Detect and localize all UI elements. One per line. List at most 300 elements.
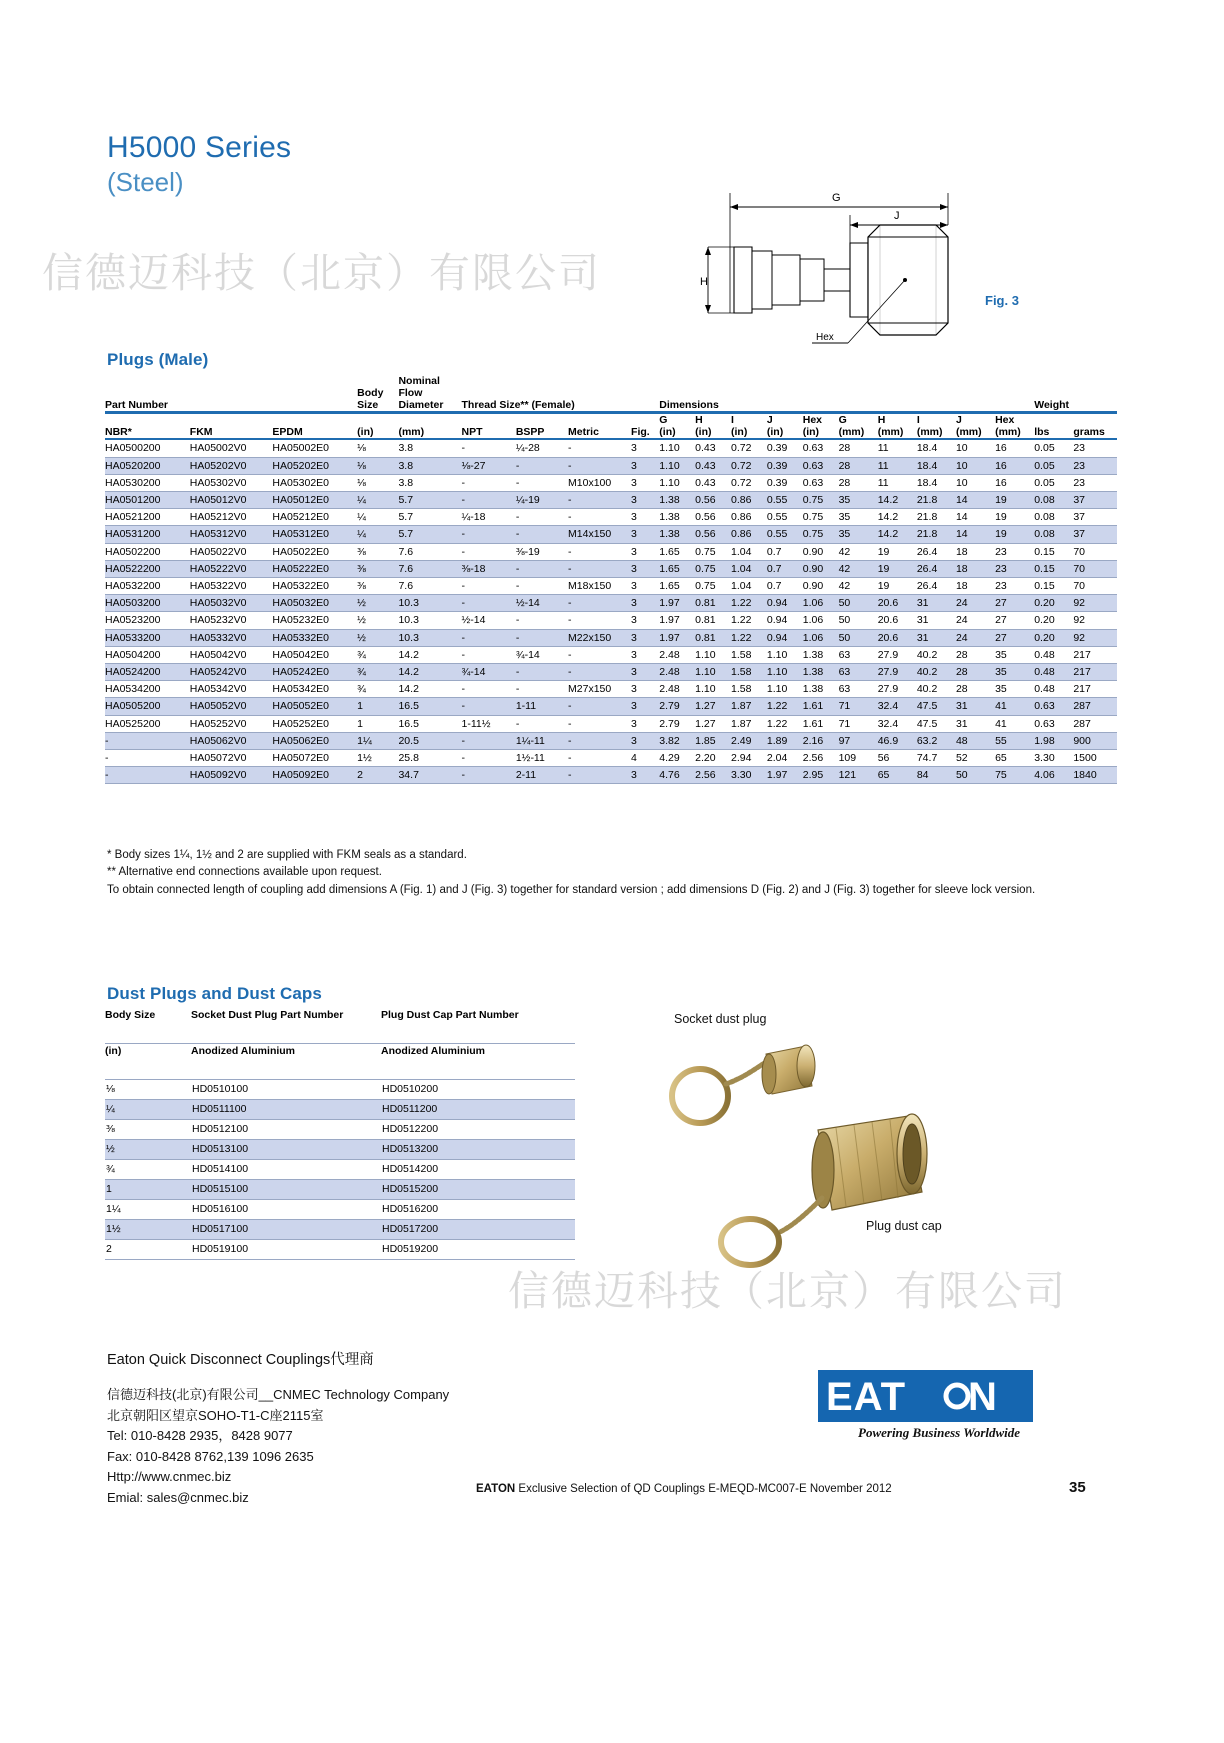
table-cell: 0.81 xyxy=(695,612,731,629)
table-cell: 50 xyxy=(839,612,878,629)
table-cell: 84 xyxy=(917,767,956,784)
table-cell: 1.10 xyxy=(695,664,731,681)
footnote-3: To obtain connected length of coupling add dimensions A (Fig. 1) and J (Fig. 3) together for standard version ; add dimensions D (Fig. 2) and J (Fig. 3) together for sleeve lock version. xyxy=(107,883,1036,896)
table-cell: 3 xyxy=(631,664,659,681)
table-cell: - xyxy=(462,629,516,646)
eaton-wordmark xyxy=(818,1370,1033,1432)
table-cell: HD0514200 xyxy=(381,1160,575,1180)
table-cell: 74.7 xyxy=(917,750,956,767)
table-cell: 25.8 xyxy=(398,750,461,767)
table-cell: HA05092E0 xyxy=(272,767,357,784)
table-cell: 1½-11 xyxy=(516,750,568,767)
table-cell: 21.8 xyxy=(917,491,956,508)
table-cell: 1.22 xyxy=(731,595,767,612)
table-row xyxy=(105,1180,575,1200)
table-cell: 1.27 xyxy=(695,715,731,732)
table-cell: - xyxy=(568,509,631,526)
table-cell: HA05052V0 xyxy=(190,698,273,715)
table-cell: 0.75 xyxy=(803,526,839,543)
table-cell: 18.4 xyxy=(917,439,956,457)
table-cell: 20.6 xyxy=(878,629,917,646)
table-cell: 0.75 xyxy=(803,509,839,526)
table-cell: M14x150 xyxy=(568,526,631,543)
table-cell: ⅜ xyxy=(357,543,398,560)
table-cell: 71 xyxy=(839,698,878,715)
table-cell: 1½ xyxy=(357,750,398,767)
table-cell: 37 xyxy=(1073,491,1117,508)
table-cell: 4.76 xyxy=(659,767,695,784)
table-cell: 1.97 xyxy=(659,629,695,646)
table-cell: HD0519200 xyxy=(381,1240,575,1260)
table-cell: ⅜ xyxy=(357,560,398,577)
footer-line-website[interactable]: Http://www.cnmec.biz xyxy=(107,1469,232,1485)
table-cell: - xyxy=(462,526,516,543)
table-cell: 92 xyxy=(1073,612,1117,629)
dust-table xyxy=(105,1008,575,1260)
table-cell: HA05072V0 xyxy=(190,750,273,767)
table-cell: - xyxy=(568,698,631,715)
table-cell: - xyxy=(462,474,516,491)
table-cell: 0.48 xyxy=(1034,646,1073,663)
group-header-weight: Weight xyxy=(1034,398,1070,411)
table-cell: ⅛ xyxy=(357,474,398,491)
table-cell: HA05022V0 xyxy=(190,543,273,560)
table-cell: HD0517200 xyxy=(381,1220,575,1240)
table-cell: 0.56 xyxy=(695,526,731,543)
table-cell: 2.56 xyxy=(803,750,839,767)
table-cell: 35 xyxy=(839,526,878,543)
table-cell: 3 xyxy=(631,560,659,577)
table-cell: 0.55 xyxy=(767,491,803,508)
table-cell: ¼ xyxy=(357,526,398,543)
table-cell: 0.39 xyxy=(767,439,803,457)
svg-text:H: H xyxy=(700,276,708,288)
table-row xyxy=(105,1160,575,1180)
table-cell: 2 xyxy=(357,767,398,784)
table-cell: 27 xyxy=(995,612,1034,629)
table-cell: 1.97 xyxy=(659,595,695,612)
sub-header-nbr: NBR* xyxy=(105,426,132,439)
table-cell: 56 xyxy=(878,750,917,767)
dust-header-body-size: Body Size xyxy=(105,1009,156,1021)
table-cell: 3 xyxy=(631,612,659,629)
table-cell: 40.2 xyxy=(917,664,956,681)
table-cell: 0.75 xyxy=(695,560,731,577)
table-cell: 0.63 xyxy=(803,474,839,491)
table-cell: 3 xyxy=(631,629,659,646)
table-cell: ⅜ xyxy=(105,1120,191,1140)
table-cell: 18.4 xyxy=(917,457,956,474)
table-cell: 1 xyxy=(357,698,398,715)
table-cell: 19 xyxy=(995,491,1034,508)
table-cell: 35 xyxy=(995,646,1034,663)
table-cell: 41 xyxy=(995,698,1034,715)
table-cell: HA05222V0 xyxy=(190,560,273,577)
table-cell: 1.04 xyxy=(731,578,767,595)
table-cell: HA05042E0 xyxy=(272,646,357,663)
table-cell: 16.5 xyxy=(398,715,461,732)
table-cell: 70 xyxy=(1073,543,1117,560)
table-cell: 3.8 xyxy=(398,457,461,474)
table-cell: M27x150 xyxy=(568,681,631,698)
table-cell: HD0519100 xyxy=(191,1240,381,1260)
table-row xyxy=(105,1200,575,1220)
table-cell: HA05312E0 xyxy=(272,526,357,543)
table-cell: 34.7 xyxy=(398,767,461,784)
table-cell: 1.65 xyxy=(659,578,695,595)
table-cell: 31 xyxy=(956,698,995,715)
table-cell: HA0522200 xyxy=(105,560,190,577)
table-cell: ½ xyxy=(357,612,398,629)
table-cell: 1¼ xyxy=(357,732,398,749)
table-cell: 52 xyxy=(956,750,995,767)
table-cell: 1-11½ xyxy=(462,715,516,732)
table-cell: 14 xyxy=(956,509,995,526)
table-cell: 0.05 xyxy=(1034,439,1073,457)
table-cell: HA05032V0 xyxy=(190,595,273,612)
table-cell: 18.4 xyxy=(917,474,956,491)
table-cell: 1.61 xyxy=(803,698,839,715)
plugs-table xyxy=(105,376,1117,784)
table-cell: 1.89 xyxy=(767,732,803,749)
table-row xyxy=(105,681,1117,698)
table-cell: ¼ xyxy=(357,509,398,526)
table-cell: 3.82 xyxy=(659,732,695,749)
table-cell: ⅛ xyxy=(357,457,398,474)
table-cell: 1.97 xyxy=(767,767,803,784)
table-cell: 0.05 xyxy=(1034,457,1073,474)
table-cell: - xyxy=(568,595,631,612)
table-cell: - xyxy=(462,681,516,698)
footer-brand: EATON xyxy=(476,1483,516,1495)
table-row xyxy=(105,1220,575,1240)
table-cell: 2.95 xyxy=(803,767,839,784)
table-cell: 1.38 xyxy=(803,646,839,663)
table-cell: HA05302V0 xyxy=(190,474,273,491)
table-cell: ¾ xyxy=(357,681,398,698)
figure-3-label: Fig. 3 xyxy=(985,293,1019,308)
table-cell: ¾-14 xyxy=(516,646,568,663)
group-header-nominal-flow: Nominal Flow Diameter xyxy=(398,375,444,411)
table-cell: - xyxy=(568,715,631,732)
footer-line-tel: Tel: 010-8428 2935，8428 9077 xyxy=(107,1428,293,1444)
table-cell: - xyxy=(568,732,631,749)
table-cell: HA0500200 xyxy=(105,439,190,457)
table-cell: HA05252E0 xyxy=(272,715,357,732)
table-cell: HA0530200 xyxy=(105,474,190,491)
table-cell: - xyxy=(462,491,516,508)
table-cell: 63 xyxy=(839,664,878,681)
footer-line-fax: Fax: 010-8428 8762,139 1096 2635 xyxy=(107,1448,314,1464)
footer-title: Eaton Quick Disconnect Couplings代理商 xyxy=(107,1352,374,1368)
table-cell: 287 xyxy=(1073,715,1117,732)
table-cell: 20.6 xyxy=(878,595,917,612)
table-cell: HD0516200 xyxy=(381,1200,575,1220)
table-cell: 63 xyxy=(839,681,878,698)
table-cell: HA05242V0 xyxy=(190,664,273,681)
sub-header-i-in: I (in) xyxy=(731,414,748,439)
table-cell: 0.05 xyxy=(1034,474,1073,491)
table-cell: 0.15 xyxy=(1034,578,1073,595)
table-cell: ½ xyxy=(357,595,398,612)
table-cell: 1.87 xyxy=(731,698,767,715)
table-cell: ⅛ xyxy=(105,1080,191,1100)
table-cell: 0.72 xyxy=(731,474,767,491)
table-cell: 3 xyxy=(631,491,659,508)
table-cell: 18 xyxy=(956,543,995,560)
plugs-male-heading: Plugs (Male) xyxy=(107,350,209,369)
table-cell: 217 xyxy=(1073,646,1117,663)
table-cell: 19 xyxy=(995,526,1034,543)
table-row xyxy=(105,750,1117,767)
group-header-row xyxy=(105,376,1117,411)
dust-plug-cap-illustration xyxy=(640,1020,1000,1270)
table-cell: 16 xyxy=(995,474,1034,491)
watermark-top: 信德迈科技（北京）有限公司 xyxy=(42,249,601,297)
table-cell: 1.06 xyxy=(803,612,839,629)
footer-line-email[interactable]: Emial: sales@cnmec.biz xyxy=(107,1489,249,1505)
table-cell: 7.6 xyxy=(398,578,461,595)
table-cell: 0.08 xyxy=(1034,526,1073,543)
dust-subheader-cap-material: Anodized Aluminium xyxy=(381,1045,486,1057)
dust-table-body xyxy=(105,1080,575,1260)
table-cell: 16.5 xyxy=(398,698,461,715)
table-cell: 14.2 xyxy=(878,526,917,543)
sub-header-body-size-unit: (in) xyxy=(357,426,374,439)
table-cell: 14.2 xyxy=(398,664,461,681)
table-cell: - xyxy=(516,526,568,543)
table-cell: 97 xyxy=(839,732,878,749)
table-cell: HA0502200 xyxy=(105,543,190,560)
table-cell: 109 xyxy=(839,750,878,767)
table-cell: 50 xyxy=(956,767,995,784)
title-main: H5000 Series xyxy=(107,131,292,164)
table-cell: - xyxy=(568,439,631,457)
table-cell: HA0534200 xyxy=(105,681,190,698)
table-cell: ¾ xyxy=(105,1160,191,1180)
table-cell: HA05252V0 xyxy=(190,715,273,732)
footer-document-note xyxy=(476,1483,892,1495)
table-cell: M22x150 xyxy=(568,629,631,646)
sub-header-metric: Metric xyxy=(568,426,599,439)
table-cell: 1.22 xyxy=(731,629,767,646)
table-cell: 37 xyxy=(1073,509,1117,526)
table-cell: M18x150 xyxy=(568,578,631,595)
table-cell: HD0512100 xyxy=(191,1120,381,1140)
table-cell: 4.29 xyxy=(659,750,695,767)
table-cell: 1.65 xyxy=(659,543,695,560)
table-cell: 1½ xyxy=(105,1220,191,1240)
sub-header-hex-in: Hex (in) xyxy=(802,414,822,439)
table-cell: 1.04 xyxy=(731,543,767,560)
table-cell: 1.65 xyxy=(659,560,695,577)
table-cell: 11 xyxy=(878,457,917,474)
table-row xyxy=(105,560,1117,577)
table-cell: HA05212E0 xyxy=(272,509,357,526)
table-cell: 5.7 xyxy=(398,509,461,526)
table-cell: 41 xyxy=(995,715,1034,732)
table-cell: ¾ xyxy=(357,646,398,663)
table-cell: 1.10 xyxy=(695,646,731,663)
table-row xyxy=(105,629,1117,646)
table-cell: 5.7 xyxy=(398,491,461,508)
table-cell: ¼ xyxy=(105,1100,191,1120)
table-cell: 0.20 xyxy=(1034,629,1073,646)
table-cell: 0.94 xyxy=(767,595,803,612)
table-cell: 1.85 xyxy=(695,732,731,749)
table-cell: 18 xyxy=(956,560,995,577)
table-cell: 0.94 xyxy=(767,612,803,629)
table-cell: 0.90 xyxy=(803,543,839,560)
table-cell: 10 xyxy=(956,439,995,457)
table-cell: 0.75 xyxy=(695,578,731,595)
sub-header-bspp: BSPP xyxy=(515,426,545,439)
table-cell: ½-14 xyxy=(462,612,516,629)
table-cell: HA05042V0 xyxy=(190,646,273,663)
table-cell: 0.56 xyxy=(695,491,731,508)
table-cell: 14 xyxy=(956,491,995,508)
table-cell: 0.63 xyxy=(1034,698,1073,715)
table-row xyxy=(105,715,1117,732)
table-cell: 1.22 xyxy=(731,612,767,629)
table-cell: 42 xyxy=(839,543,878,560)
table-cell: 20.5 xyxy=(398,732,461,749)
table-cell: 19 xyxy=(878,543,917,560)
table-row xyxy=(105,698,1117,715)
table-cell: ⅛ xyxy=(357,439,398,457)
page-title xyxy=(107,130,291,198)
table-cell: 0.75 xyxy=(695,543,731,560)
table-cell: HD0515200 xyxy=(381,1180,575,1200)
table-cell: 4 xyxy=(631,750,659,767)
table-cell: HD0510200 xyxy=(381,1080,575,1100)
table-cell: 1.38 xyxy=(659,526,695,543)
table-cell: 50 xyxy=(839,629,878,646)
table-cell: 1.22 xyxy=(767,715,803,732)
table-row xyxy=(105,457,1117,474)
table-cell: 1.61 xyxy=(803,715,839,732)
table-cell: - xyxy=(516,681,568,698)
table-cell: 23 xyxy=(995,543,1034,560)
table-cell: HA05012E0 xyxy=(272,491,357,508)
table-cell: HA05062V0 xyxy=(190,732,273,749)
table-cell: 1 xyxy=(357,715,398,732)
table-cell: 20.6 xyxy=(878,612,917,629)
table-cell: 0.55 xyxy=(767,526,803,543)
table-row xyxy=(105,1100,575,1120)
table-cell: 31 xyxy=(956,715,995,732)
table-cell: 0.94 xyxy=(767,629,803,646)
sub-header-h-in: H (in) xyxy=(695,414,712,439)
table-cell: 75 xyxy=(995,767,1034,784)
table-cell: HD0512200 xyxy=(381,1120,575,1140)
sub-header-hex-mm: Hex (mm) xyxy=(995,414,1021,439)
table-cell: 1.10 xyxy=(659,474,695,491)
table-cell: 5.7 xyxy=(398,526,461,543)
sub-header-h-mm: H (mm) xyxy=(877,414,904,439)
table-cell: HA05222E0 xyxy=(272,560,357,577)
table-cell: 1.38 xyxy=(803,681,839,698)
table-cell: 14.2 xyxy=(878,509,917,526)
table-cell: - xyxy=(568,646,631,663)
table-cell: 2.79 xyxy=(659,715,695,732)
table-cell: 1.38 xyxy=(803,664,839,681)
table-cell: 1.58 xyxy=(731,681,767,698)
table-cell: HA0525200 xyxy=(105,715,190,732)
table-cell: HA05092V0 xyxy=(190,767,273,784)
table-cell: 42 xyxy=(839,578,878,595)
table-cell: 3.30 xyxy=(731,767,767,784)
table-cell: 48 xyxy=(956,732,995,749)
table-cell: 46.9 xyxy=(878,732,917,749)
table-cell: 0.86 xyxy=(731,509,767,526)
table-cell: - xyxy=(462,732,516,749)
footer-contact xyxy=(107,1348,449,1508)
watermark-bottom: 信德迈科技（北京）有限公司 xyxy=(508,1267,1067,1315)
table-cell: 0.39 xyxy=(767,474,803,491)
table-cell: 27 xyxy=(995,629,1034,646)
coupling-plug-diagram xyxy=(700,185,1030,370)
table-cell: 0.90 xyxy=(803,560,839,577)
table-row xyxy=(105,491,1117,508)
table-cell: 3 xyxy=(631,595,659,612)
table-cell: - xyxy=(105,732,190,749)
table-row xyxy=(105,543,1117,560)
table-cell: HA05322V0 xyxy=(190,578,273,595)
table-cell: 28 xyxy=(839,474,878,491)
table-cell: 2.79 xyxy=(659,698,695,715)
table-cell: - xyxy=(516,612,568,629)
sub-header-epdm: EPDM xyxy=(272,426,303,439)
table-row xyxy=(105,1240,575,1260)
table-cell: 4.06 xyxy=(1034,767,1073,784)
table-cell: 14 xyxy=(956,526,995,543)
table-cell: 65 xyxy=(995,750,1034,767)
table-cell: - xyxy=(516,474,568,491)
table-cell: HA0531200 xyxy=(105,526,190,543)
table-cell: HA05232E0 xyxy=(272,612,357,629)
table-cell: 0.7 xyxy=(767,543,803,560)
table-cell: 63.2 xyxy=(917,732,956,749)
table-cell: 32.4 xyxy=(878,698,917,715)
table-cell: HA0521200 xyxy=(105,509,190,526)
sub-header-grams: grams xyxy=(1073,426,1105,439)
table-row xyxy=(105,767,1117,784)
table-cell: 1.27 xyxy=(695,698,731,715)
table-row xyxy=(105,664,1117,681)
table-row xyxy=(105,595,1117,612)
table-cell: 10.3 xyxy=(398,612,461,629)
table-cell: ½ xyxy=(105,1140,191,1160)
dust-table-container xyxy=(105,1008,575,1260)
table-cell: - xyxy=(462,595,516,612)
table-cell: - xyxy=(462,750,516,767)
table-cell: 26.4 xyxy=(917,560,956,577)
table-cell: 3 xyxy=(631,474,659,491)
table-cell: 23 xyxy=(995,578,1034,595)
table-cell: 63 xyxy=(839,646,878,663)
table-cell: 3 xyxy=(631,526,659,543)
table-cell: ½ xyxy=(357,629,398,646)
sub-header-lbs: lbs xyxy=(1034,426,1050,439)
table-cell: HA05052E0 xyxy=(272,698,357,715)
table-cell: 2.20 xyxy=(695,750,731,767)
footnote-2: ** Alternative end connections available upon request. xyxy=(107,866,382,879)
table-cell: ¼-28 xyxy=(516,439,568,457)
table-cell: 35 xyxy=(995,681,1034,698)
table-cell: HA05012V0 xyxy=(190,491,273,508)
table-cell: 1.10 xyxy=(659,457,695,474)
